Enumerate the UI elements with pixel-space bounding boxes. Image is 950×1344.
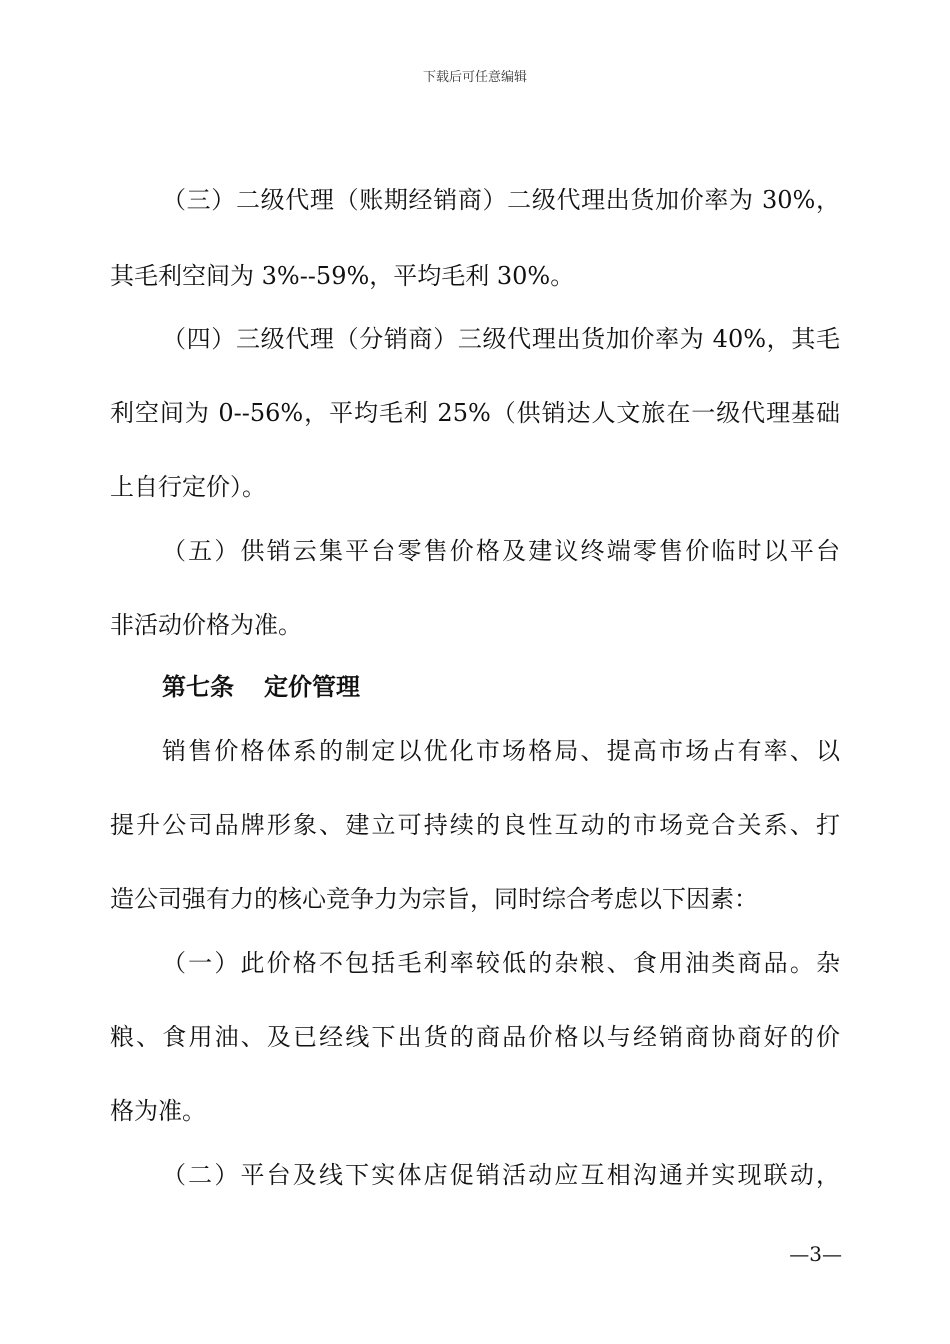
- paragraph-line: 粮、食用油、及已经线下出货的商品价格以与经销商协商好的价: [110, 1023, 840, 1051]
- paragraph-line: （五）供销云集平台零售价格及建议终端零售价临时以平台: [162, 537, 840, 565]
- paragraph-line: 非活动价格为准。: [110, 611, 302, 639]
- section-number: 第七条: [162, 673, 234, 701]
- paragraph-line: 提升公司品牌形象、建立可持续的良性互动的市场竞合关系、打: [110, 811, 840, 839]
- paragraph-line: 利空间为 0--56%，平均毛利 25%（供销达人文旅在一级代理基础: [110, 399, 840, 427]
- section-title: 定价管理: [264, 673, 360, 701]
- header-note: 下载后可任意编辑: [422, 70, 527, 85]
- paragraph-line: （三）二级代理（账期经销商）二级代理出货加价率为 30%，: [162, 186, 840, 214]
- paragraph-line: 其毛利空间为 3%--59%，平均毛利 30%。: [110, 262, 575, 290]
- paragraph-line: 造公司强有力的核心竞争力为宗旨，同时综合考虑以下因素：: [110, 885, 758, 913]
- section-heading: [162, 672, 840, 702]
- paragraph-line: （二）平台及线下实体店促销活动应互相沟通并实现联动，: [162, 1161, 840, 1189]
- paragraph-line: （一）此价格不包括毛利率较低的杂粮、食用油类商品。杂: [162, 949, 840, 977]
- paragraph-line: 格为准。: [110, 1097, 206, 1125]
- paragraph-line: （四）三级代理（分销商）三级代理出货加价率为 40%，其毛: [162, 325, 840, 353]
- paragraph-line: 上自行定价）。: [110, 473, 266, 501]
- paragraph-line: 销售价格体系的制定以优化市场格局、提高市场占有率、以: [162, 737, 840, 765]
- page-number: —3—: [789, 1242, 842, 1266]
